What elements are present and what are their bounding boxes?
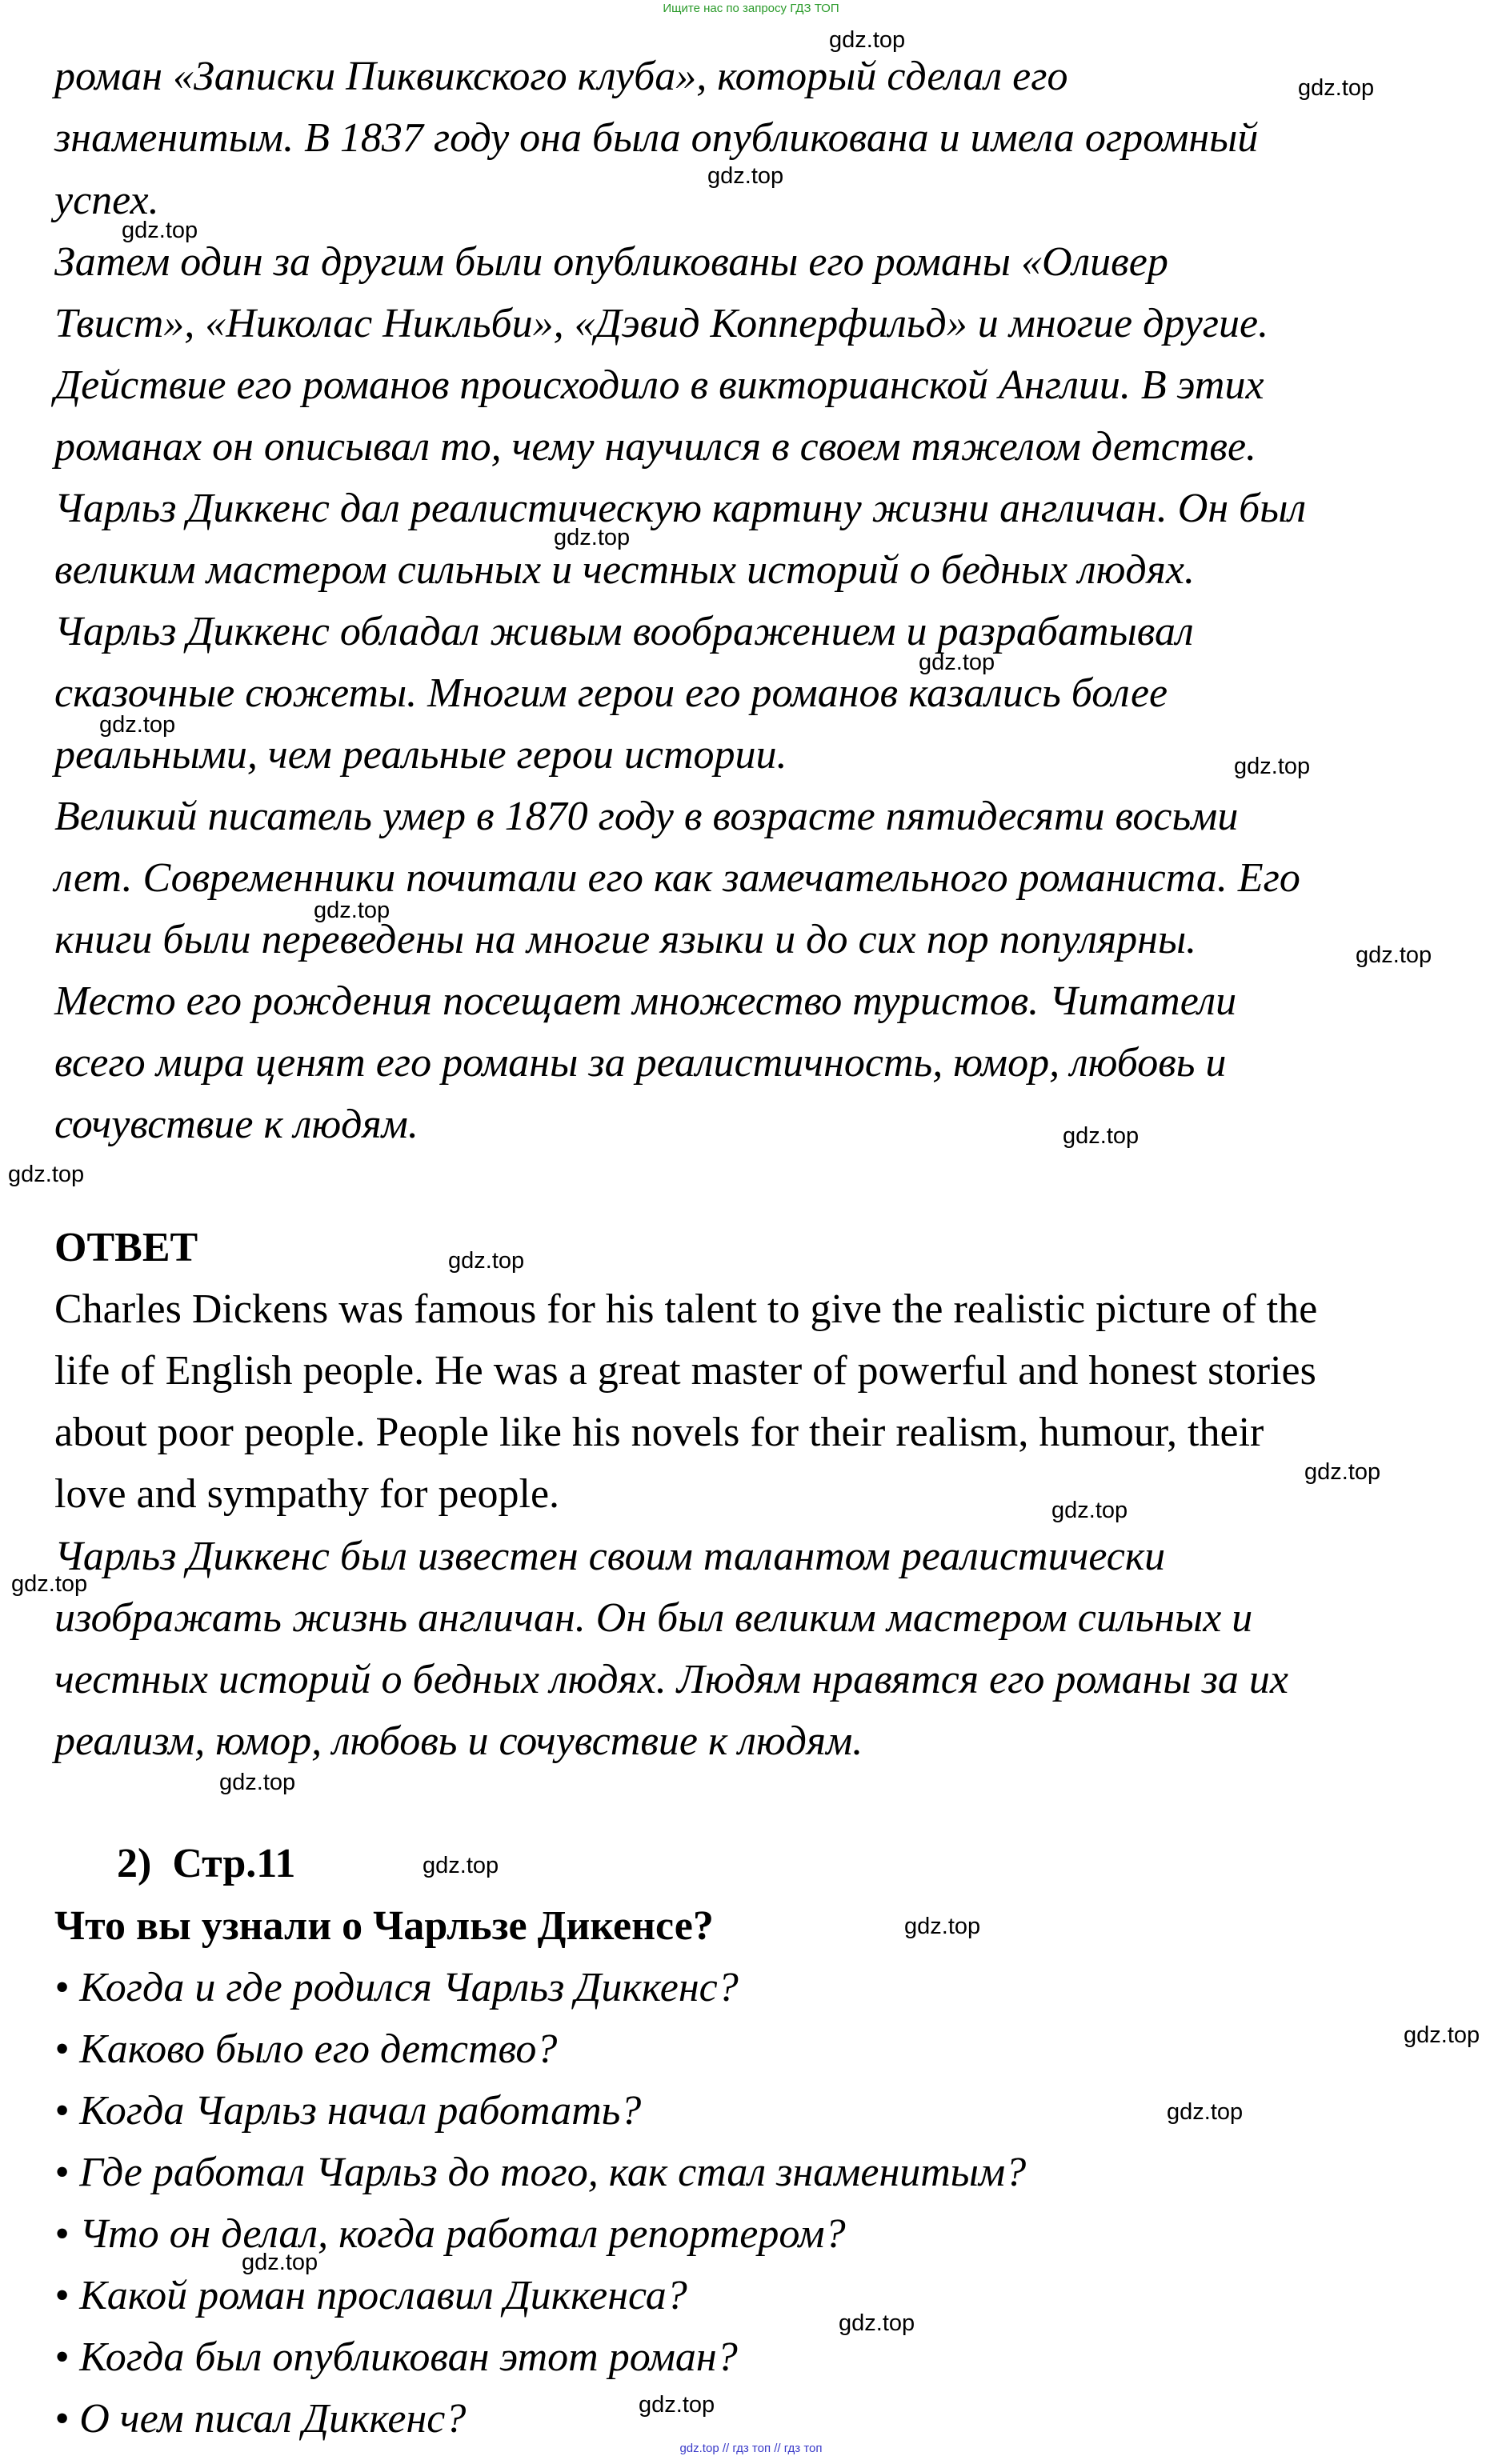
russian-text-line: реальными, чем реальные герои истории.: [54, 732, 787, 778]
watermark: gdz.top: [11, 1571, 88, 1597]
russian-text-line: великим мастером сильных и честных историй о бедных людях.: [54, 547, 1195, 593]
russian-text-line: Затем один за другим были опубликованы его романы «Оливер: [54, 239, 1168, 285]
watermark: gdz.top: [904, 1914, 981, 1939]
answer-english-line: about poor people. People like his novels for their realism, humour, their: [54, 1410, 1264, 1455]
watermark: gdz.top: [839, 2310, 915, 2336]
watermark: gdz.top: [1304, 1459, 1381, 1485]
russian-text-line: Великий писатель умер в 1870 году в возрасте пятидесяти восьми: [54, 794, 1239, 839]
russian-text-line: роман «Записки Пиквикского клуба», который сделал его: [54, 54, 1068, 99]
russian-text-line: Чарльз Диккенс дал реалистическую картину жизни англичан. Он был: [54, 486, 1307, 531]
watermark: gdz.top: [919, 650, 995, 675]
watermark: gdz.top: [8, 1162, 85, 1187]
watermark: gdz.top: [707, 163, 784, 189]
russian-text-line: книги были переведены на многие языки и до сих пор популярны.: [54, 917, 1197, 962]
section2-question: Что вы узнали о Чарльзе Дикенсе?: [54, 1903, 714, 1949]
watermark: gdz.top: [1356, 942, 1432, 968]
watermark: gdz.top: [639, 2392, 715, 2418]
watermark: gdz.top: [829, 27, 906, 53]
answer-russian-line: Чарльз Диккенс был известен своим талантом реалистически: [54, 1534, 1166, 1579]
watermark: gdz.top: [122, 218, 198, 243]
russian-text-line: всего мира ценят его романы за реалистичность, юмор, любовь и: [54, 1040, 1227, 1086]
answer-english-line: life of English people. He was a great master of powerful and honest stories: [54, 1348, 1316, 1394]
question-bullet: • Когда и где родился Чарльз Диккенс?: [54, 1965, 739, 2010]
watermark: gdz.top: [1167, 2099, 1244, 2125]
russian-text-line: успех.: [54, 178, 159, 223]
russian-text-line: Место его рождения посещает множество туристов. Читатели: [54, 978, 1237, 1024]
watermark: gdz.top: [99, 712, 176, 738]
question-bullet: • Какой роман прославил Диккенса?: [54, 2273, 687, 2318]
watermark: gdz.top: [219, 1770, 296, 1795]
watermark: gdz.top: [554, 525, 631, 550]
russian-text-line: знаменитым. В 1837 году она была опубликована и имела огромный: [54, 115, 1259, 161]
bottom-banner: gdz.top // гдз топ // гдз топ: [679, 2442, 823, 2455]
russian-text-line: Твист», «Николас Никльби», «Дэвид Копперфильд» и многие другие.: [54, 301, 1269, 346]
russian-text-line: лет. Современники почитали его как замечательного романиста. Его: [54, 855, 1300, 901]
answer-heading: ОТВЕТ: [54, 1225, 198, 1270]
watermark: gdz.top: [1234, 754, 1311, 779]
russian-text-line: сказочные сюжеты. Многим герои его романов казались более: [54, 670, 1168, 716]
russian-text-line: сочувствие к людям.: [54, 1102, 419, 1147]
watermark: gdz.top: [314, 898, 391, 923]
question-bullet: • О чем писал Диккенс?: [54, 2396, 467, 2442]
question-bullet: • Где работал Чарльз до того, как стал знаменитым?: [54, 2150, 1027, 2195]
answer-russian-line: честных историй о бедных людях. Людям нравятся его романы за их: [54, 1657, 1288, 1702]
watermark: gdz.top: [1404, 2022, 1480, 2048]
question-bullet: • Каково было его детство?: [54, 2026, 558, 2072]
answer-russian-line: реализм, юмор, любовь и сочувствие к людям.: [54, 1718, 863, 1764]
answer-english-line: Charles Dickens was famous for his talent to give the realistic picture of the: [54, 1286, 1318, 1332]
question-bullet: • Когда был опубликован этот роман?: [54, 2334, 738, 2380]
watermark: gdz.top: [1298, 75, 1375, 101]
answer-english-line: love and sympathy for people.: [54, 1471, 560, 1517]
top-banner: Ищите нас по запросу ГДЗ ТОП: [663, 2, 839, 15]
watermark: gdz.top: [1051, 1498, 1128, 1523]
russian-text-line: Действие его романов происходило в викторианской Англии. В этих: [54, 362, 1264, 408]
question-bullet: • Что он делал, когда работал репортером?: [54, 2211, 846, 2257]
russian-text-line: романах он описывал то, чему научился в своем тяжелом детстве.: [54, 424, 1257, 470]
watermark: gdz.top: [242, 2250, 318, 2275]
question-bullet: • Когда Чарльз начал работать?: [54, 2088, 642, 2134]
russian-text-line: Чарльз Диккенс обладал живым воображением и разрабатывал: [54, 609, 1194, 654]
answer-russian-line: изображать жизнь англичан. Он был великим мастером сильных и: [54, 1595, 1253, 1641]
section2-heading: 2) Стр.11: [117, 1841, 296, 1886]
watermark: gdz.top: [448, 1248, 525, 1274]
watermark: gdz.top: [1063, 1123, 1140, 1149]
watermark: gdz.top: [423, 1853, 499, 1878]
